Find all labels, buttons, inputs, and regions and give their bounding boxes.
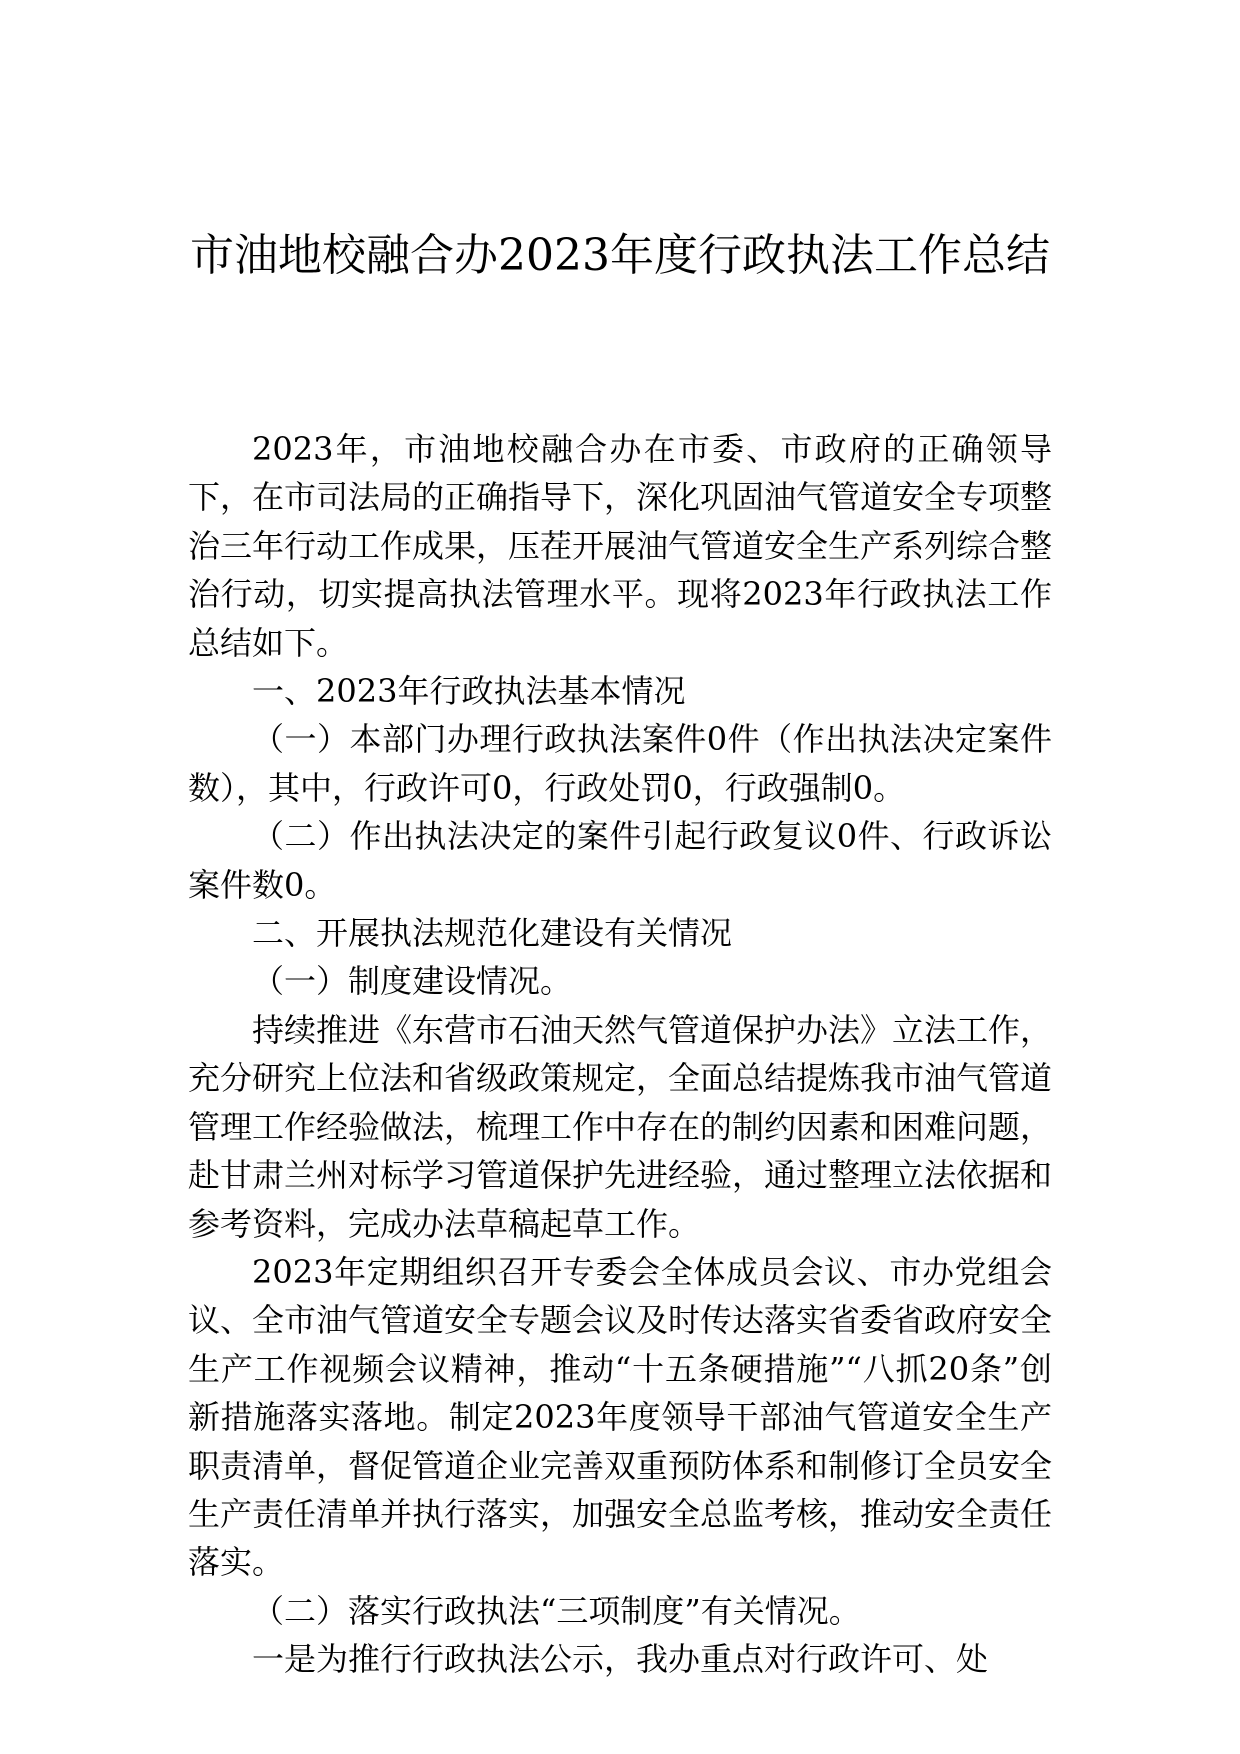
- subsection-heading-2-1: （一）制度建设情况。: [252, 962, 573, 1001]
- document-title: 市油地校融合办2023年度行政执法工作总结: [190, 230, 1050, 281]
- subsection-heading-2-2: （二）落实行政执法“三项制度”有关情况。: [252, 1591, 861, 1630]
- body-paragraph-legislation: 持续推进《东营市石油天然气管道保护办法》立法工作，充分研究上位法和省级政策规定，全面总结提炼我市油气管道管理工作经验做法，梳理工作中存在的制约因素和困难问题，赴甘肃兰州对标学习管道保护先进经验，通过整理立法依据和参考资料，完成办法草稿起草工作。: [188, 1010, 1053, 1243]
- section-heading-2: 二、开展执法规范化建设有关情况: [252, 914, 733, 953]
- body-paragraph-publicity: 一是为推行行政执法公示，我办重点对行政许可、处: [252, 1640, 989, 1679]
- document-body: [188, 425, 1052, 1684]
- section-heading-1: 一、2023年行政执法基本情况: [252, 672, 686, 711]
- intro-paragraph: 2023年，市油地校融合办在市委、市政府的正确领导下，在市司法局的正确指导下，深化巩固油气管道安全专项整治三年行动工作成果，压茬开展油气管道安全生产系列综合整治行动，切实提高执法管理水平。现将2023年行政执法工作总结如下。: [188, 430, 1053, 662]
- subsection-paragraph-1-1: （一）本部门办理行政执法案件0件（作出执法决定案件数），其中，行政许可0，行政处罚0，行政强制0。: [188, 720, 1052, 807]
- subsection-paragraph-1-2: （二）作出执法决定的案件引起行政复议0件、行政诉讼案件数0。: [188, 817, 1052, 904]
- body-paragraph-meetings: 2023年定期组织召开专委会全体成员会议、市办党组会议、全市油气管道安全专题会议及时传达落实省委省政府安全生产工作视频会议精神，推动“十五条硬措施”“八抓20条”创新措施落实落地。制定2023年度领导干部油气管道安全生产职责清单，督促管道企业完善双重预防体系和制修订全员安全生产责任清单并执行落实，加强安全总监考核，推动安全责任落实。: [188, 1252, 1053, 1582]
